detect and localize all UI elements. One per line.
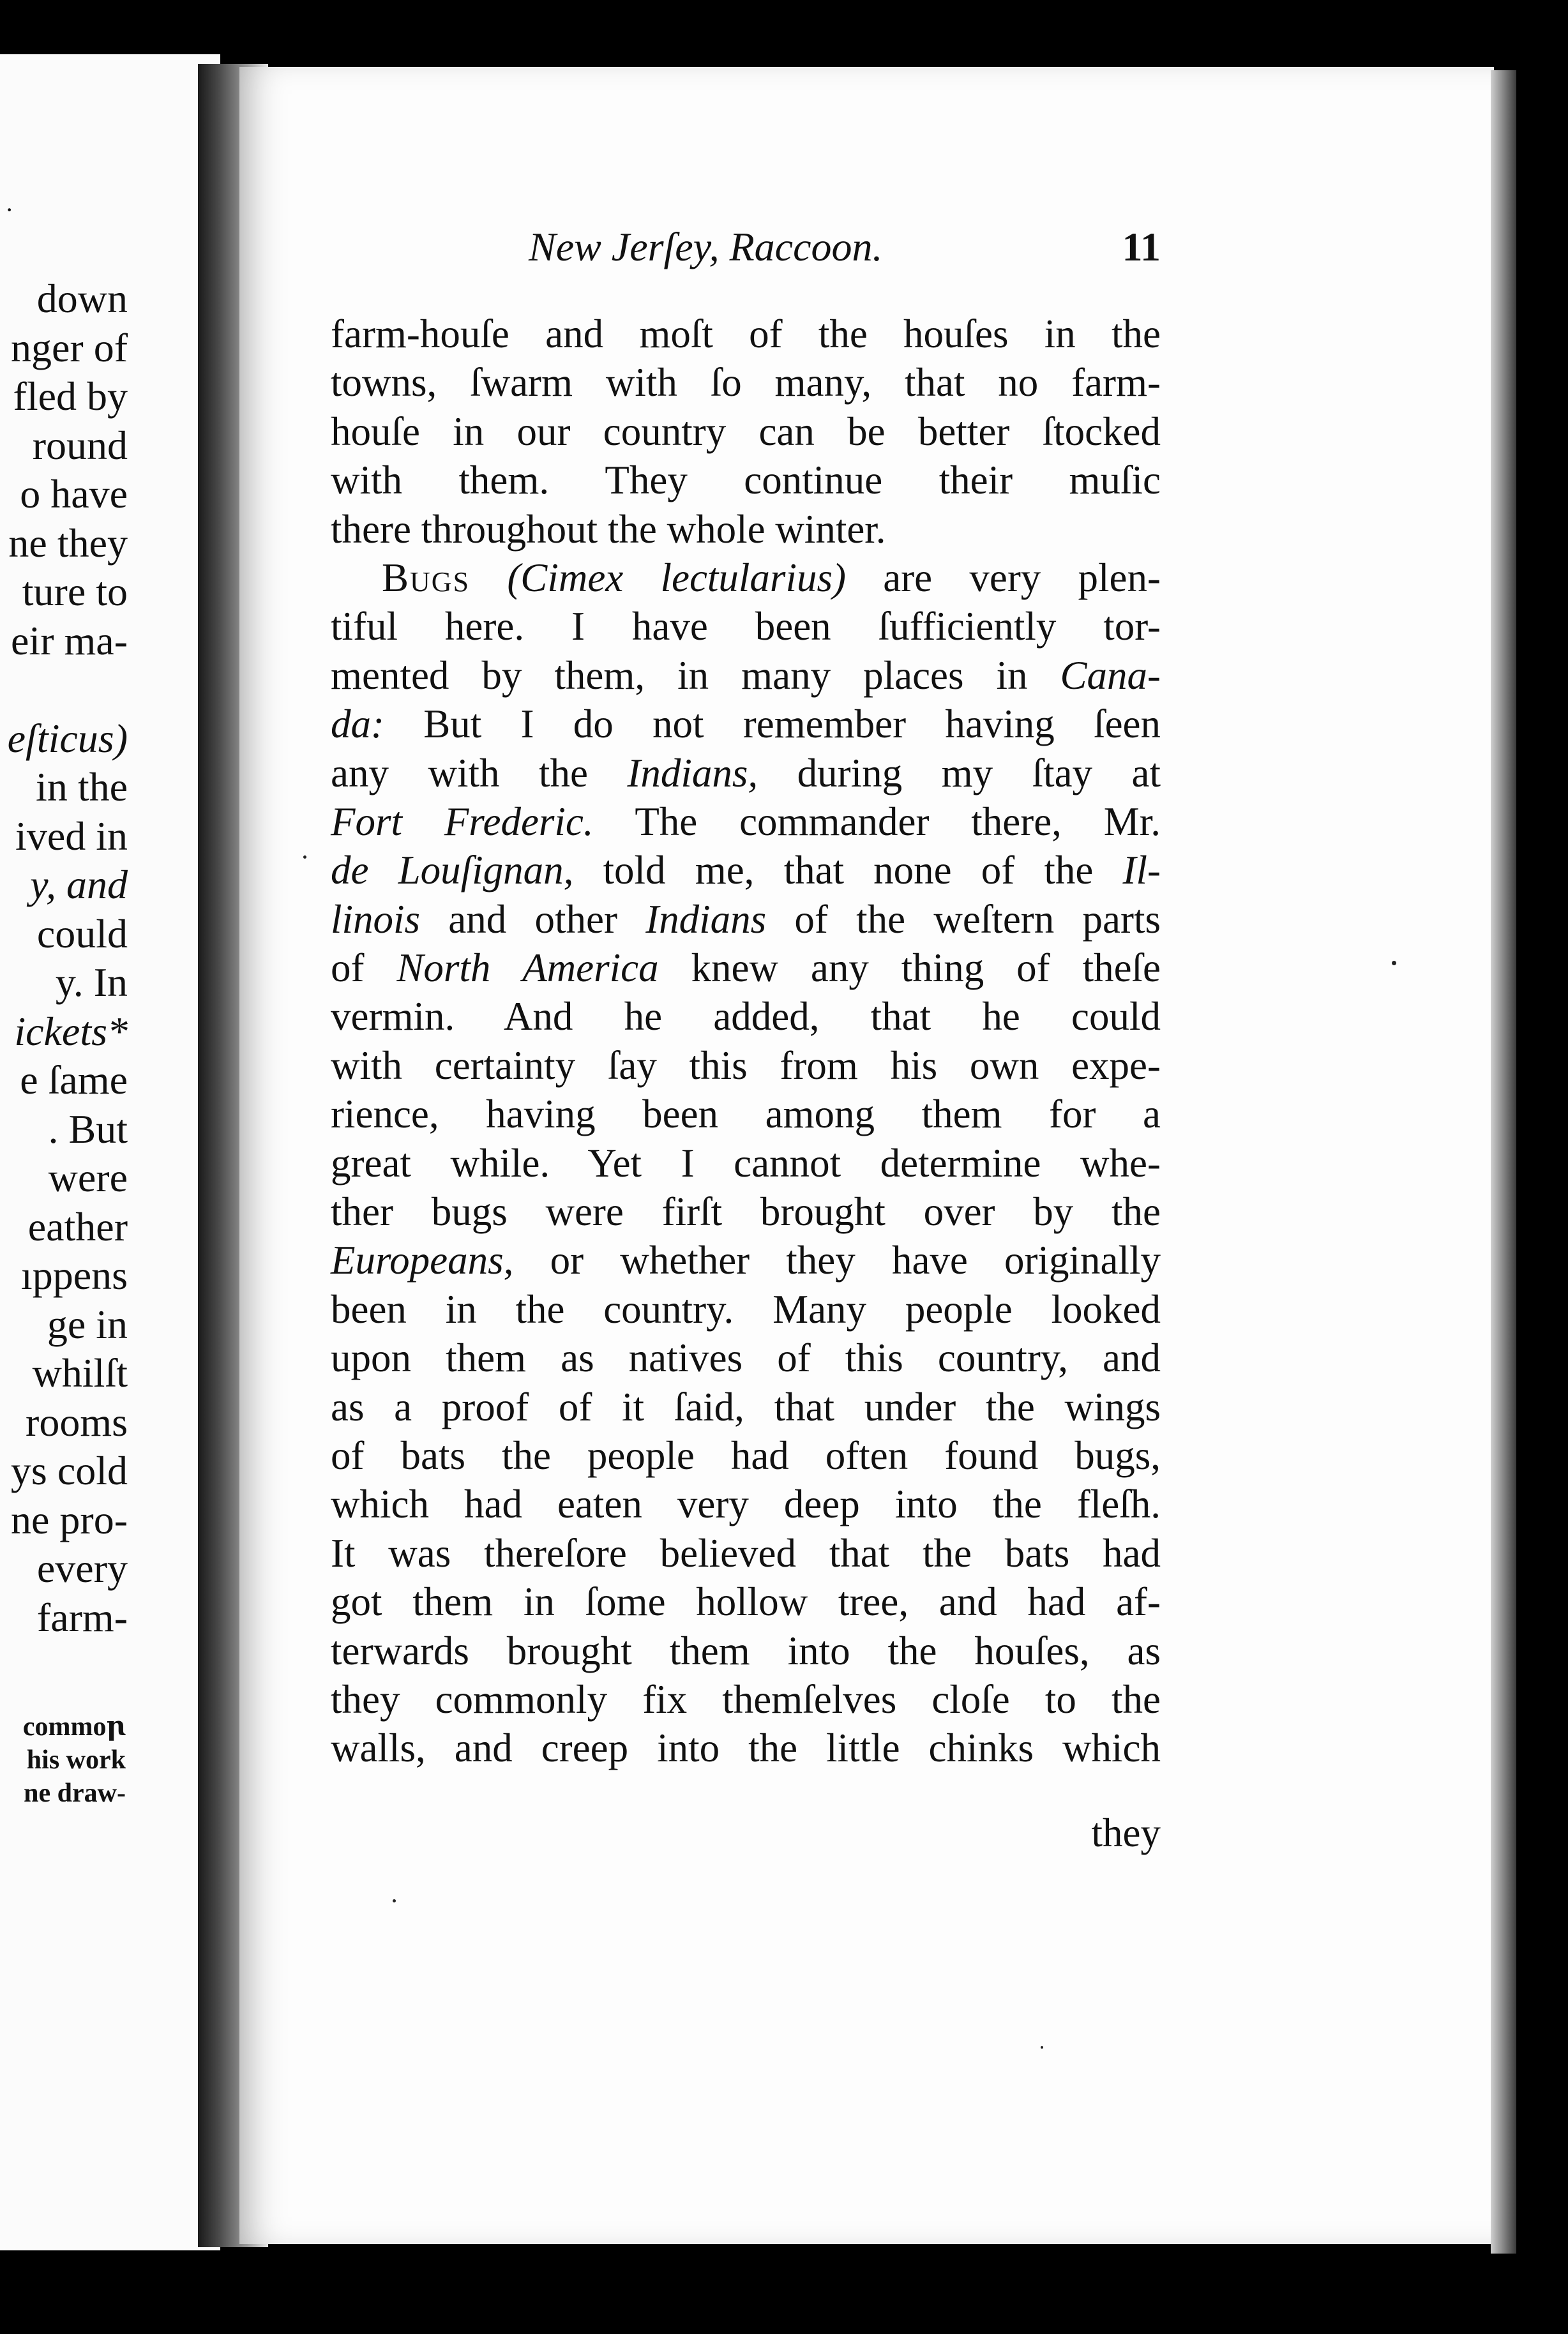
running-header — [529, 223, 1161, 281]
text-line — [331, 944, 1161, 992]
text-line — [331, 1090, 1161, 1138]
text-line — [331, 1431, 1161, 1480]
left-page-line: nger of — [10, 324, 128, 370]
text-run: and other — [420, 896, 646, 942]
margin-mark: · — [5, 195, 14, 224]
left-page-line: eir ma- — [11, 617, 128, 663]
text-line — [331, 310, 1161, 358]
ink-speck — [303, 855, 306, 859]
text-run: which had eaten very deep into the fleſh. — [331, 1482, 1161, 1527]
text-run: of — [331, 945, 397, 991]
left-page-line: o have — [20, 471, 128, 516]
left-page-line: could — [36, 910, 128, 956]
left-page-line: e ſame — [20, 1057, 128, 1103]
left-page-footnote-line: ne draw- — [24, 1779, 126, 1808]
left-page-line: ne they — [8, 520, 128, 566]
text-run: or whether they have originally — [513, 1238, 1161, 1283]
text-run: ther bugs were firſt brought over by the — [331, 1189, 1161, 1235]
text-line — [331, 1285, 1161, 1334]
running-title: New Jerſey, Raccoon. — [529, 224, 883, 269]
text-line — [331, 1724, 1161, 1772]
ink-speck — [1392, 961, 1396, 965]
text-run: (Cimex lectularius) — [507, 555, 846, 600]
left-page-line: round — [32, 422, 128, 468]
text-run: upon them as natives of this country, and — [331, 1336, 1161, 1381]
text-run: during my ſtay at — [758, 750, 1161, 795]
body-text — [331, 310, 1161, 1773]
left-page-footnote-line: commoꞃ — [22, 1712, 126, 1742]
text-run: Fort Frederic. — [331, 799, 594, 844]
text-line — [331, 895, 1161, 944]
text-line — [331, 846, 1161, 894]
text-run: been in the country. Many people looked — [331, 1286, 1161, 1332]
left-page-line: rooms — [26, 1399, 128, 1445]
left-page-line: fled by — [13, 373, 128, 419]
left-page — [0, 54, 220, 2250]
text-line — [331, 749, 1161, 797]
text-line — [331, 553, 1161, 602]
text-line — [331, 797, 1161, 846]
text-run: da: — [331, 702, 384, 747]
left-page-line: eſticus) — [7, 715, 128, 761]
text-run: knew any thing of theſe — [658, 945, 1161, 991]
left-page-line: every — [36, 1546, 128, 1591]
page-number: 11 — [1122, 224, 1161, 269]
text-run: North America — [396, 945, 659, 991]
left-page-line: . But — [48, 1106, 128, 1152]
text-line — [331, 1383, 1161, 1431]
left-page-line: ge in — [47, 1301, 128, 1347]
text-line — [331, 700, 1161, 748]
text-run: there throughout the whole winter. — [331, 506, 886, 552]
text-run: of the weſtern parts — [766, 896, 1161, 942]
text-line — [331, 358, 1161, 407]
text-run: The commander there, Mr. — [593, 799, 1161, 844]
left-page-line: ture to — [22, 569, 128, 614]
text-line — [331, 651, 1161, 700]
text-run: Il- — [1122, 848, 1161, 893]
left-page-line: down — [36, 276, 128, 321]
text-line — [331, 1334, 1161, 1382]
text-run: of bats the people had often found bugs, — [331, 1433, 1161, 1478]
text-run: It was thereſore believed that the bats had — [331, 1530, 1161, 1576]
text-run — [470, 555, 507, 600]
text-run: linois — [331, 896, 421, 942]
ink-speck — [1041, 2046, 1043, 2049]
text-run: tiful here. I have been ſufficiently tor- — [331, 604, 1161, 649]
catchword: they — [1091, 1811, 1161, 1855]
text-run: great while. Yet I cannot determine whe- — [331, 1140, 1161, 1186]
text-line — [331, 456, 1161, 504]
text-line — [331, 1675, 1161, 1724]
text-run: rience, having been among them for a — [331, 1092, 1161, 1137]
text-run: walls, and creep into the little chinks which — [331, 1726, 1161, 1771]
left-page-line: ickets* — [14, 1008, 128, 1054]
text-run: they commonly fix themſelves cloſe to the — [331, 1676, 1161, 1722]
text-run: But I do not remember having ſeen — [384, 702, 1161, 747]
text-line — [331, 1187, 1161, 1236]
left-page-footnote-line: his work — [26, 1745, 126, 1775]
text-run: any with the — [331, 750, 628, 795]
left-page-line: in the — [36, 764, 128, 809]
text-run: Europeans, — [331, 1238, 514, 1283]
text-run: got them in ſome hollow tree, and had af- — [331, 1579, 1161, 1625]
left-page-line: ıppens — [20, 1253, 128, 1298]
text-run: Indians, — [627, 750, 758, 795]
text-run: towns, ſwarm with ſo many, that no farm- — [331, 360, 1161, 405]
text-line — [331, 1236, 1161, 1284]
left-page-line: ys cold — [10, 1448, 128, 1493]
left-page-line: ived in — [15, 813, 128, 859]
text-line — [331, 1480, 1161, 1528]
text-line — [331, 1529, 1161, 1577]
text-run: told me, that none of the — [573, 848, 1123, 893]
text-line — [331, 992, 1161, 1041]
left-page-line: whilſt — [32, 1350, 128, 1396]
left-page-line: ne pro- — [10, 1496, 128, 1542]
text-run: de Louſignan, — [331, 848, 574, 893]
left-page-line: y. In — [55, 960, 128, 1005]
text-run: houſe in our country can be better ſtocked — [331, 409, 1161, 454]
text-run: Cana- — [1060, 652, 1161, 698]
text-run: vermin. And he added, that he could — [331, 994, 1161, 1039]
text-run: farm-houſe and moſt of the houſes in the — [331, 312, 1161, 356]
text-run: terwards brought them into the houſes, as — [331, 1628, 1161, 1673]
ink-speck — [393, 1899, 396, 1902]
text-line — [331, 1041, 1161, 1090]
text-run: are very plen- — [845, 555, 1161, 600]
text-line — [331, 1139, 1161, 1187]
left-page-line: y, and — [30, 862, 128, 907]
text-line — [331, 602, 1161, 651]
text-line — [331, 407, 1161, 456]
text-run: mented by them, in many places in — [331, 652, 1060, 698]
text-run: Indians — [645, 896, 767, 942]
text-line — [331, 505, 1161, 553]
text-run: with them. They continue their muſic — [331, 458, 1161, 503]
left-page-line: were — [48, 1155, 128, 1200]
text-line — [331, 1627, 1161, 1675]
left-page-line: eather — [27, 1203, 128, 1249]
text-line — [331, 1577, 1161, 1626]
text-run: as a proof of it ſaid, that under the wings — [331, 1384, 1161, 1429]
text-run: with certainty ſay this from his own expe- — [331, 1043, 1161, 1088]
left-page-line: farm- — [36, 1594, 128, 1640]
text-run: Bugs — [382, 555, 471, 600]
page-edge — [1491, 70, 1516, 2254]
